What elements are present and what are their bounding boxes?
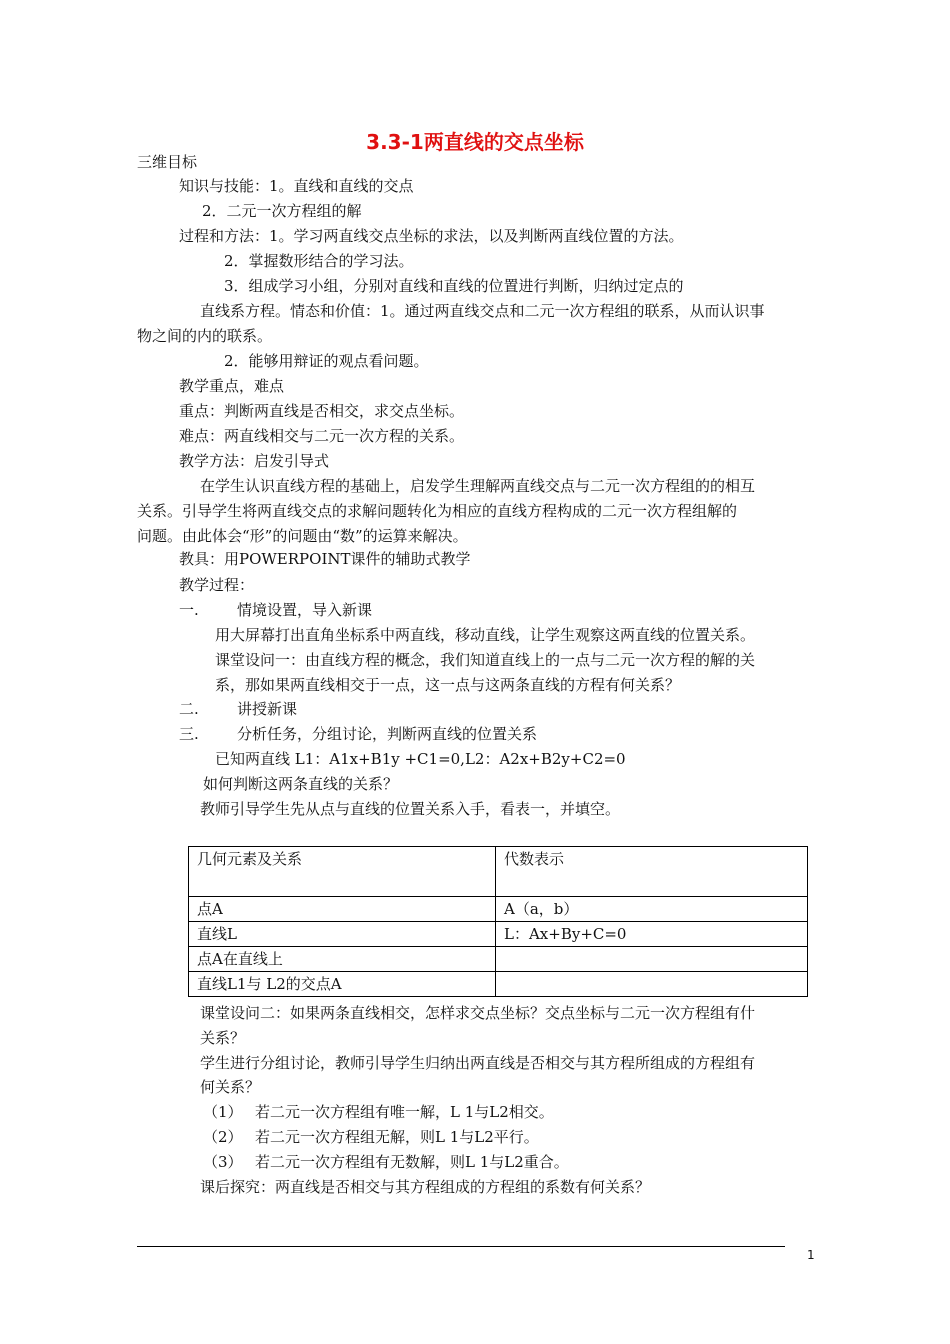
table-cell: A（a，b） <box>496 897 808 922</box>
process-line-3c: 物之间的内的联系。 <box>137 327 273 345</box>
known-lines: 已知两直线 L1：A1x+B1y +C1=0,L2：A2x+B2y+C2=0 <box>215 750 626 768</box>
table-row <box>189 897 808 922</box>
key-points-heading: 教学重点，难点 <box>179 377 285 395</box>
discussion-line-1: 学生进行分组讨论，教师引导学生归纳出两直线是否相交与其方程所组成的方程组有 <box>200 1054 756 1072</box>
knowledge-line-2: 2．二元一次方程组的解 <box>202 202 362 220</box>
case-2-number: （2） <box>203 1128 243 1146</box>
document-title: 3.3-1两直线的交点坐标 <box>366 130 584 154</box>
intro-line-3: 问题。由此体会“形”的问题由“数”的运算来解决。 <box>137 527 468 545</box>
objectives-heading: 三维目标 <box>137 153 198 171</box>
table-cell <box>496 972 808 997</box>
process-line-1: 过程和方法：1。学习两直线交点坐标的求法，以及判断两直线位置的方法。 <box>179 227 684 245</box>
process-line-3: 3．组成学习小组，分别对直线和直线的位置进行判断，归纳过定点的 <box>224 277 684 295</box>
table-cell: L：Ax+By+C=0 <box>496 922 808 947</box>
table-cell: 直线L1与 L2的交点A <box>189 972 496 997</box>
step-1-para-3: 系，那如果两直线相交于一点，这一点与这两条直线的方程有何关系？ <box>215 676 681 694</box>
intro-line-1: 在学生认识直线方程的基础上，启发学生理解两直线交点与二元一次方程组的的相互 <box>200 477 756 495</box>
value-line-2: 2．能够用辩证的观点看问题。 <box>224 352 429 370</box>
question-2-line-1: 课堂设问二：如果两条直线相交，怎样求交点坐标？交点坐标与二元一次方程组有什 <box>200 1004 756 1022</box>
how-question: 如何判断这两条直线的关系？ <box>203 775 399 793</box>
method-line: 教学方法：启发引导式 <box>179 452 330 470</box>
step-1-para-1: 用大屏幕打出直角坐标系中两直线，移动直线，让学生观察这两直线的位置关系。 <box>215 626 756 644</box>
process-line-2: 2．掌握数形结合的学习法。 <box>224 252 414 270</box>
process-heading: 教学过程： <box>179 576 255 594</box>
step-1-title: 情境设置，导入新课 <box>237 601 373 619</box>
after-class-explore: 课后探究：两直线是否相交与其方程组成的方程组的系数有何关系？ <box>200 1178 651 1196</box>
relation-table <box>188 846 808 997</box>
teacher-guide: 教师引导学生先从点与直线的位置关系入手，看表一，并填空。 <box>200 800 621 818</box>
tools-line: 教具：用POWERPOINT课件的辅助式教学 <box>179 550 471 568</box>
step-3-title: 分析任务，分组讨论，判断两直线的位置关系 <box>237 725 538 743</box>
step-1-para-2: 课堂设问一：由直线方程的概念，我们知道直线上的一点与二元一次方程的解的关 <box>215 651 756 669</box>
step-2-number: 二. <box>179 700 199 718</box>
intro-line-2: 关系。引导学生将两直线交点的求解问题转化为相应的直线方程构成的二元一次方程组解的 <box>137 502 738 520</box>
table-row <box>189 922 808 947</box>
focus-line: 重点：判断两直线是否相交，求交点坐标。 <box>179 402 465 420</box>
table-cell: 点A在直线上 <box>189 947 496 972</box>
table-cell: 点A <box>189 897 496 922</box>
discussion-line-2: 何关系？ <box>200 1078 261 1096</box>
case-1-text: 若二元一次方程组有唯一解，L 1与L2相交。 <box>255 1103 554 1121</box>
step-3-number: 三. <box>179 725 199 743</box>
case-3-text: 若二元一次方程组有无数解，则L 1与L2重合。 <box>255 1153 569 1171</box>
knowledge-line-1: 知识与技能：1。直线和直线的交点 <box>179 177 414 195</box>
table-header-cell: 代数表示 <box>496 847 808 897</box>
case-3-number: （3） <box>203 1153 243 1171</box>
page-number: 1 <box>807 1248 815 1262</box>
process-line-3b: 直线系方程。情态和价值：1。通过两直线交点和二元一次方程组的联系，从而认识事 <box>200 302 765 320</box>
case-1-number: （1） <box>203 1103 243 1121</box>
step-1-number: 一. <box>179 601 199 619</box>
table-header-cell: 几何元素及关系 <box>189 847 496 897</box>
step-2-title: 讲授新课 <box>237 700 298 718</box>
table-header-row <box>189 847 808 897</box>
table-row <box>189 972 808 997</box>
question-2-line-2: 关系？ <box>200 1029 246 1047</box>
footer-rule <box>137 1246 785 1247</box>
difficulty-line: 难点：两直线相交与二元一次方程的关系。 <box>179 427 465 445</box>
table-cell: 直线L <box>189 922 496 947</box>
table-cell <box>496 947 808 972</box>
case-2-text: 若二元一次方程组无解，则L 1与L2平行。 <box>255 1128 539 1146</box>
table-row <box>189 947 808 972</box>
